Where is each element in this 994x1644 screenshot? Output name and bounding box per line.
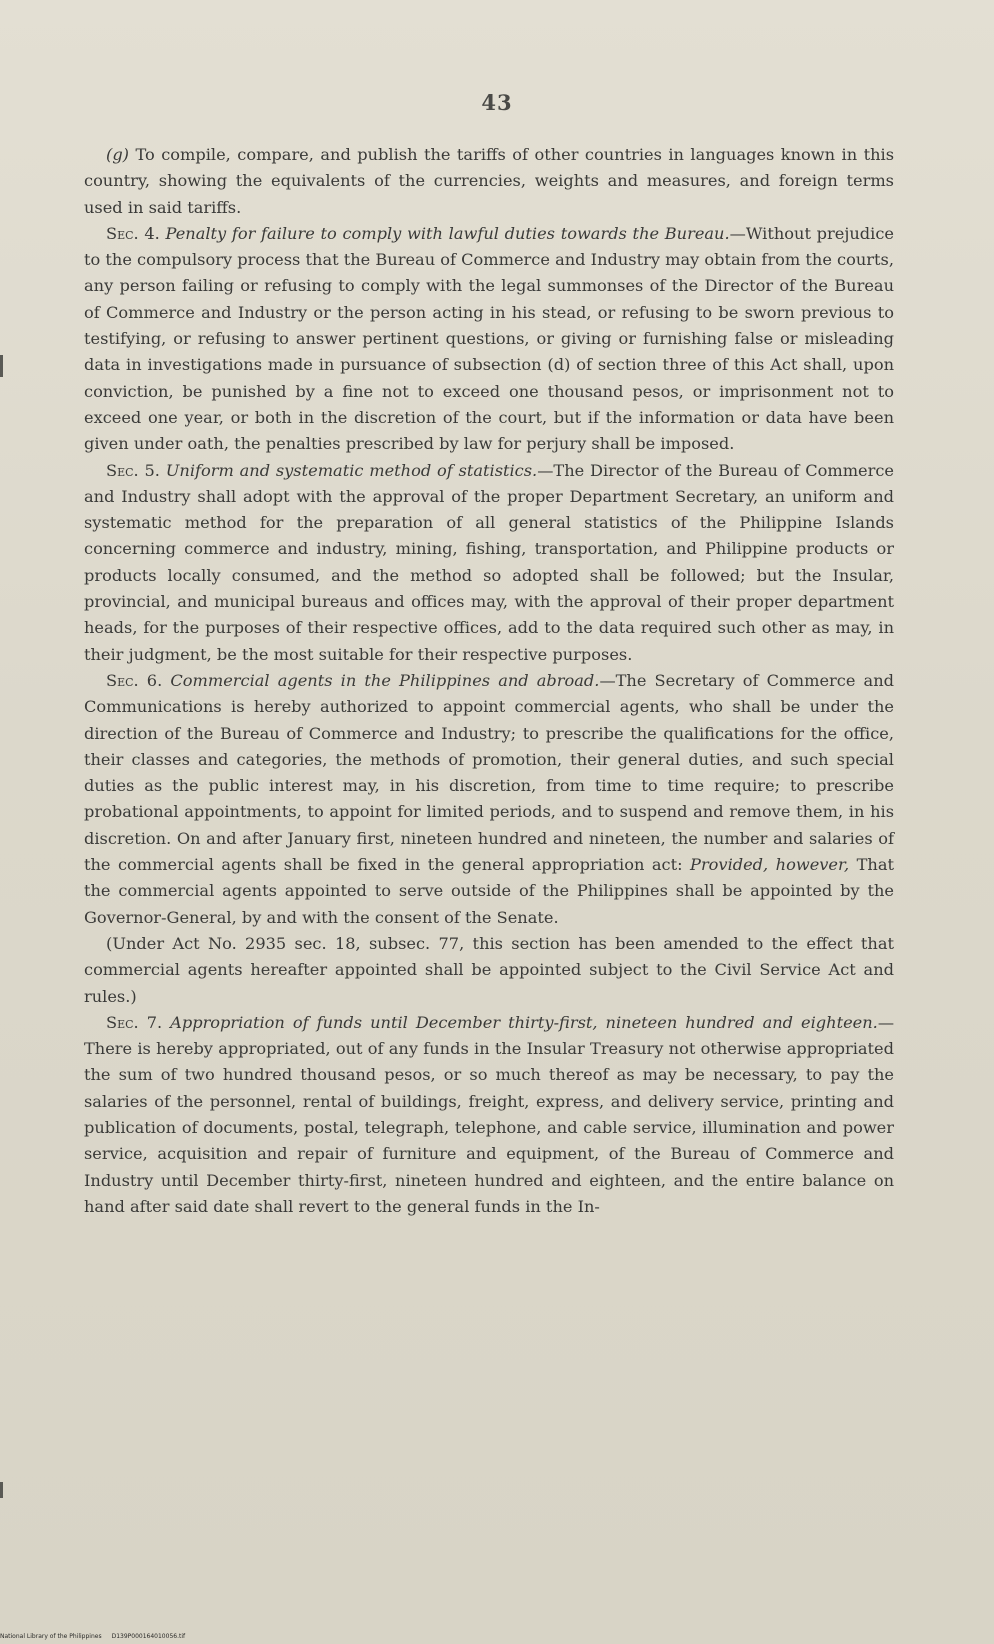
section-heading: Commercial agents in the Philippines and abroad. [170, 670, 600, 690]
paragraph-section-5 [84, 458, 894, 668]
paragraph-text: —The Director of the Bureau of Commerce and Industry shall adopt with the approval of the proper Department Secretary, an uniform and systematic method for the preparation of all general statistics of the Philippine Islands concerning commerce and industry, mining, fishing, transportation, and Philippine products or products locally consumed, and the method so adopted shall be followed; but the Insular, provincial, and municipal bureaus and offices may, with the approval of their proper department heads, for the purposes of their respective offices, add to the data required such other as may, in their judgment, be the most suitable for their respective purposes. [84, 460, 895, 664]
section-label: Sec. 7. [106, 1012, 163, 1032]
section-label: Sec. 6. [106, 670, 163, 690]
paragraph-text: —There is hereby appropriated, out of any funds in the Insular Treasury not otherwise appropriated the sum of two hundred thousand pesos, or so much thereof as may be necessary, to pay the salaries of the personnel, rental of buildings, freight, express, and delivery service, printing and publication of documents, postal, telegraph, telephone, and cable service, illumination and power service, acquisition and repair of furniture and equipment, of the Bureau of Commerce and Industry until December thirty-first, nineteen hundred and eighteen, and the entire balance on hand after said date shall revert to the general funds in the In- [84, 1012, 894, 1216]
paragraph-section-7 [84, 1010, 894, 1220]
scan-footer [0, 1633, 185, 1640]
scan-edge-mark [0, 355, 3, 377]
section-heading: Uniform and systematic method of statistics. [165, 460, 538, 480]
scan-edge-mark [0, 1482, 3, 1498]
paragraph-amendment-note [84, 931, 894, 1010]
document-body [84, 142, 894, 1220]
paragraph-text: —Without prejudice to the compulsory process that the Bureau of Commerce and Industry may obtain from the courts, any person failing or refusing to comply with the legal summonses of the Director of the Bureau of Commerce and Industry or the person acting in his stead, or refusing to be sworn previous to testifying, or refusing to answer pertinent questions, or giving or furnishing false or misleading data in investigations made in pursuance of subsection (d) of section three of this Act shall, upon conviction, be punished by a fine not to exceed one thousand pesos, or imprisonment not to exceed one year, or both in the discretion of the court, but if the information or data have been given under oath, the penalties prescribed by law for perjury shall be imposed. [84, 223, 894, 454]
section-label: Sec. 5. [106, 460, 160, 480]
paragraph-text: —The Secretary of Commerce and Communications is hereby authorized to appoint commercial agents, who shall be under the direction of the Bureau of Commerce and Industry; to prescribe the qualifications for the office, their classes and categories, the methods of promotion, their general duties, and such special duties as the public interest may, in his discretion, from time to time require; to prescribe probational appointments, to appoint for limited periods, and to suspend and remove them, in his discretion. On and after January first, nineteen hundred and nineteen, the number and salaries of the commercial agents shall be fixed in the general appropriation act: [84, 670, 894, 875]
paragraph-text-continued: That the commercial agents appointed to serve outside of the Philippines shall be appointed by the Governor-General, by and with the consent of the Senate. [84, 855, 894, 927]
section-label: Sec. 4. [106, 223, 160, 243]
proviso-phrase: Provided, however, [690, 855, 850, 875]
footer-library: National Library of the Philippines [0, 1633, 102, 1640]
paragraph-section-6 [84, 668, 894, 931]
paragraph-text: To compile, compare, and publish the tariffs of other countries in languages known in this country, showing the equivalents of the currencies, weights and measures, and foreign terms used in said tariffs. [84, 145, 894, 217]
section-heading: Penalty for failure to comply with lawful duties towards the Bureau. [165, 223, 730, 243]
subsection-marker: (g) [106, 145, 129, 164]
footer-code: D139P000164010056.tif [111, 1633, 186, 1640]
paragraph-text: (Under Act No. 2935 sec. 18, subsec. 77, this section has been amended to the effect that commercial agents hereafter appointed shall be appointed subject to the Civil Service Act and rules.) [84, 933, 894, 1006]
section-heading: Appropriation of funds until December thirty-first, nineteen hundred and eighteen. [170, 1012, 878, 1032]
paragraph-subsection-g [84, 142, 894, 221]
paragraph-section-4 [84, 221, 894, 458]
page-number: 43 [481, 90, 513, 115]
